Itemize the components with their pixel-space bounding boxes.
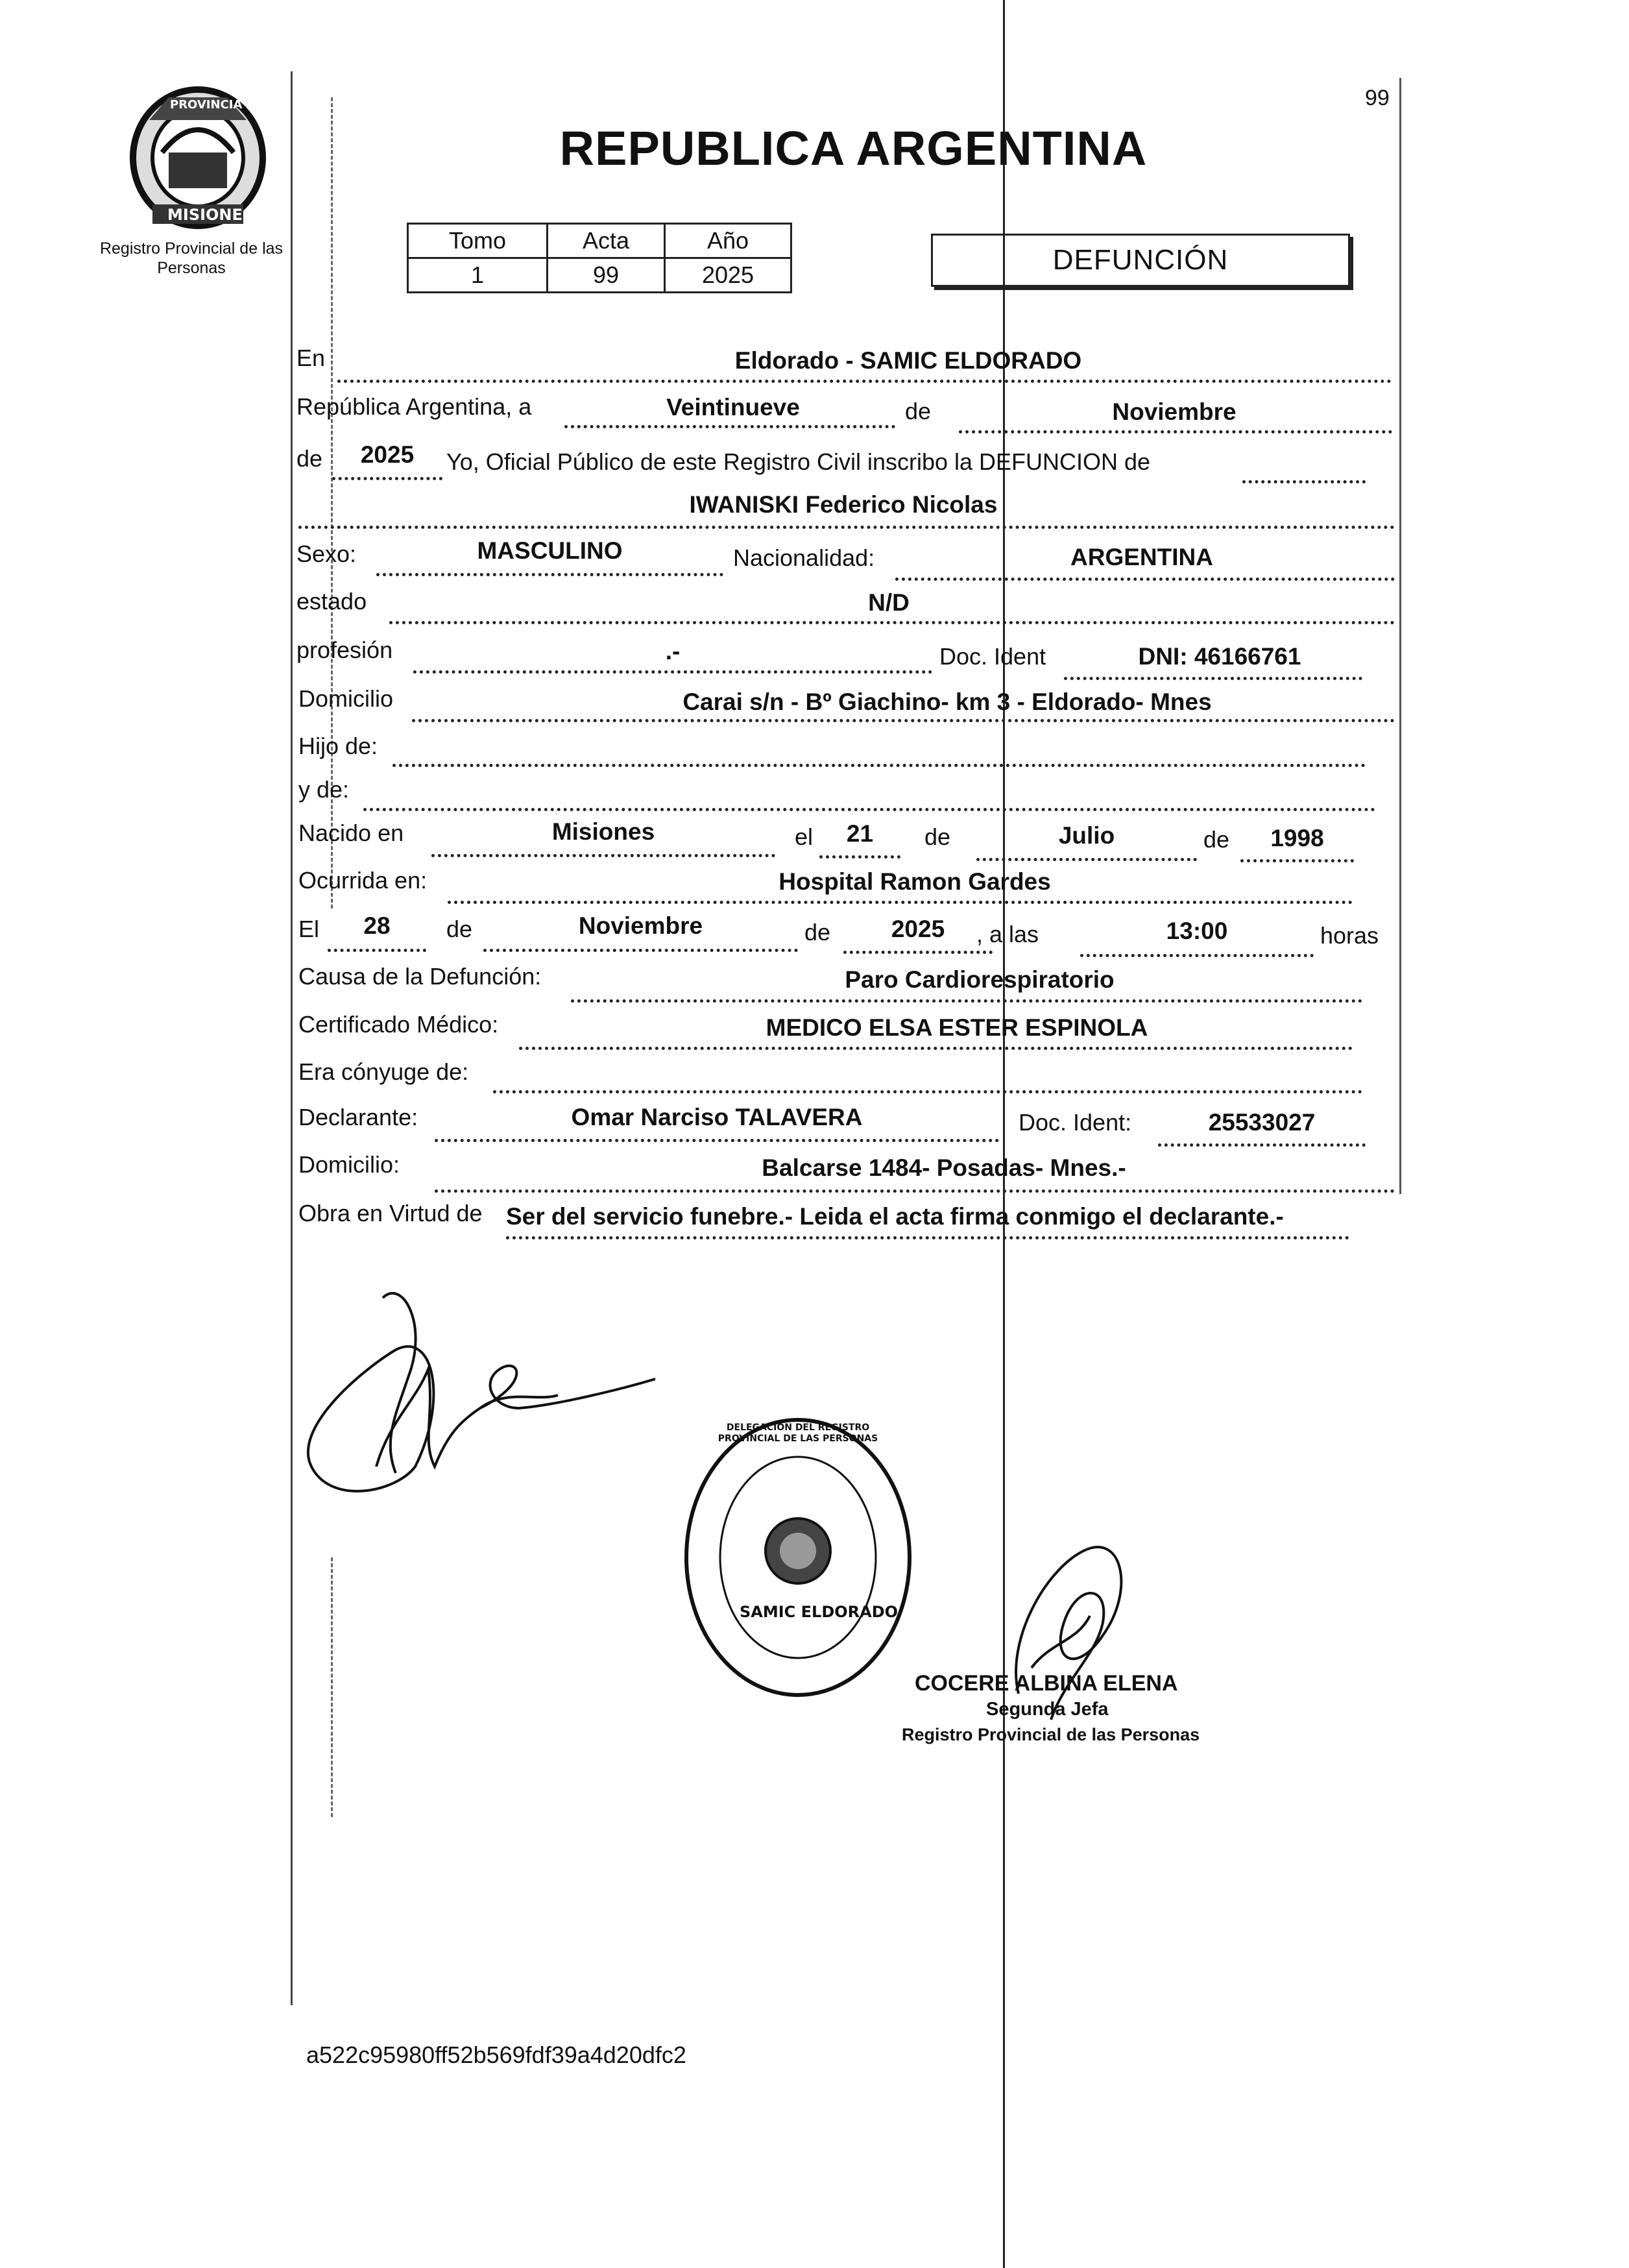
dotted-line: [564, 425, 895, 428]
label-republica: República Argentina, a: [296, 393, 532, 420]
label-profesion: profesión: [296, 637, 393, 663]
document-hash: a522c95980ff52b569fdf39a4d20dfc2: [306, 2042, 686, 2068]
declarant-signature: [285, 1272, 675, 1531]
dotted-line: [976, 858, 1197, 861]
label-doc: Doc. Ident: [939, 643, 1046, 670]
label-causa: Causa de la Defunción:: [298, 963, 542, 990]
value-nac-anio: 1998: [1270, 825, 1324, 851]
left-margin-rule: [291, 71, 293, 2005]
label-a-las: , a las: [976, 921, 1039, 947]
label-estado: estado: [296, 588, 367, 615]
label-nacionalidad: Nacionalidad:: [733, 544, 875, 571]
dotted-line: [363, 808, 1375, 811]
dotted-line: [431, 854, 775, 857]
official-role: Segunda Jefa: [986, 1699, 1109, 1720]
label-conyuge: Era cónyuge de:: [298, 1058, 469, 1085]
page-number: 99: [1365, 86, 1390, 110]
label-domicilio2: Domicilio:: [298, 1151, 400, 1178]
dotted-line: [1242, 480, 1366, 483]
dotted-line: [328, 949, 426, 952]
value-dni: DNI: 46166761: [1138, 643, 1301, 670]
value-declarante-doc: 25533027: [1208, 1109, 1316, 1136]
value-dia: Veintinueve: [666, 394, 800, 421]
official-office: Registro Provincial de las Personas: [902, 1725, 1200, 1744]
value-certificado: MEDICO ELSA ESTER ESPINOLA: [766, 1014, 1148, 1041]
dotted-line: [435, 1189, 1395, 1193]
dotted-line: [392, 764, 1366, 767]
value-nacionalidad: ARGENTINA: [1070, 544, 1213, 570]
dotted-line: [412, 719, 1395, 722]
record-table: [407, 223, 792, 293]
dotted-line: [332, 477, 442, 480]
value-estado: N/D: [868, 589, 910, 616]
seal-bottom-text: MISIONES: [167, 206, 254, 224]
dotted-line: [843, 951, 993, 954]
label-horas: horas: [1320, 922, 1379, 949]
value-acta: 99: [548, 258, 665, 293]
value-hora: 13:00: [1166, 918, 1228, 944]
label-sexo: Sexo:: [296, 541, 357, 567]
value-nombre: IWANISKI Federico Nicolas: [689, 491, 998, 518]
record-type-box: DEFUNCIÓN: [931, 234, 1350, 287]
stamp-ring-text: DELEGACION DEL REGISTRO PROVINCIAL DE LAS PERSONAS: [718, 1422, 878, 1444]
registry-stamp: [681, 1415, 915, 1700]
dotted-line: [1064, 677, 1362, 680]
value-nac-mes: Julio: [1058, 822, 1115, 849]
value-nac-dia: 21: [846, 820, 874, 847]
value-causa: Paro Cardiorespiratorio: [845, 966, 1115, 993]
dotted-line: [483, 949, 798, 952]
dotted-line: [819, 855, 900, 859]
fold-line: [1003, 0, 1005, 2268]
margin-ticks-lower: [331, 1557, 333, 1817]
dotted-line: [959, 430, 1392, 433]
label-doc-ident: Doc. Ident:: [1019, 1109, 1132, 1136]
value-lugar: Eldorado - SAMIC ELDORADO: [734, 347, 1082, 374]
label-yo: Yo, Oficial Público de este Registro Civil inscribo la DEFUNCION de: [446, 448, 1151, 475]
header-anio: Año: [665, 224, 791, 258]
dotted-line: [1240, 859, 1354, 862]
label-certificado: Certificado Médico:: [298, 1011, 499, 1038]
value-def-mes: Noviembre: [578, 912, 703, 939]
value-sexo: MASCULINO: [477, 537, 623, 564]
document-title: REPUBLICA ARGENTINA: [559, 121, 1148, 175]
value-obra: Ser del servicio funebre.- Leida el acta firma conmigo el declarante.-: [506, 1203, 1284, 1230]
label-obra: Obra en Virtud de: [298, 1200, 483, 1226]
label-de: de: [296, 445, 323, 472]
value-tomo: 1: [408, 258, 548, 293]
registry-caption: Registro Provincial de las Personas: [99, 239, 284, 277]
seal-top-text: PROVINCIA DE: [170, 98, 264, 112]
label-de: de: [446, 916, 473, 942]
label-el-cap: El: [298, 916, 320, 942]
label-declarante: Declarante:: [298, 1104, 418, 1130]
right-margin-rule: [1399, 78, 1401, 1194]
value-domicilio2: Balcarse 1484- Posadas- Mnes.-: [762, 1154, 1126, 1181]
label-hijo: Hijo de:: [298, 733, 378, 759]
dotted-line: [389, 621, 1395, 624]
stamp-center-text: SAMIC ELDORADO: [740, 1603, 899, 1621]
label-domicilio: Domicilio: [298, 685, 394, 712]
label-ocurrida: Ocurrida en:: [298, 867, 428, 894]
label-el: el: [795, 823, 814, 850]
label-de: de: [804, 919, 831, 945]
label-de: de: [924, 823, 951, 850]
dotted-line: [1158, 1143, 1366, 1147]
label-en: En: [296, 345, 326, 371]
dotted-line: [1080, 954, 1314, 957]
value-ocurrida: Hospital Ramon Gardes: [778, 868, 1051, 895]
value-profesion: .-: [665, 638, 681, 665]
value-def-dia: 28: [363, 912, 391, 939]
value-nacido-en: Misiones: [551, 818, 655, 845]
value-declarante: Omar Narciso TALAVERA: [571, 1104, 863, 1130]
dotted-line: [298, 526, 1395, 529]
label-de: de: [1203, 826, 1230, 853]
dotted-line: [376, 573, 723, 576]
official-name: COCERE ALBINA ELENA: [915, 1671, 1178, 1696]
value-anio-acta: 2025: [360, 441, 415, 468]
label-de: de: [905, 398, 932, 424]
dotted-line: [448, 901, 1353, 904]
label-nacido: Nacido en: [298, 820, 404, 846]
value-anio: 2025: [665, 258, 791, 293]
dotted-line: [493, 1090, 1362, 1093]
header-tomo: Tomo: [408, 224, 548, 258]
value-def-anio: 2025: [891, 916, 945, 942]
dotted-line: [506, 1236, 1349, 1239]
dotted-line: [435, 1139, 999, 1142]
dotted-line: [571, 999, 1362, 1003]
value-domicilio: Carai s/n - Bº Giachino- km 3 - Eldorado- Mnes: [682, 689, 1212, 715]
dotted-line: [337, 380, 1392, 383]
label-y-de: y de:: [298, 776, 350, 803]
dotted-line: [519, 1047, 1353, 1050]
value-mes: Noviembre: [1112, 398, 1237, 425]
dotted-line: [895, 578, 1395, 581]
dotted-line: [413, 670, 932, 674]
header-acta: Acta: [548, 224, 665, 258]
